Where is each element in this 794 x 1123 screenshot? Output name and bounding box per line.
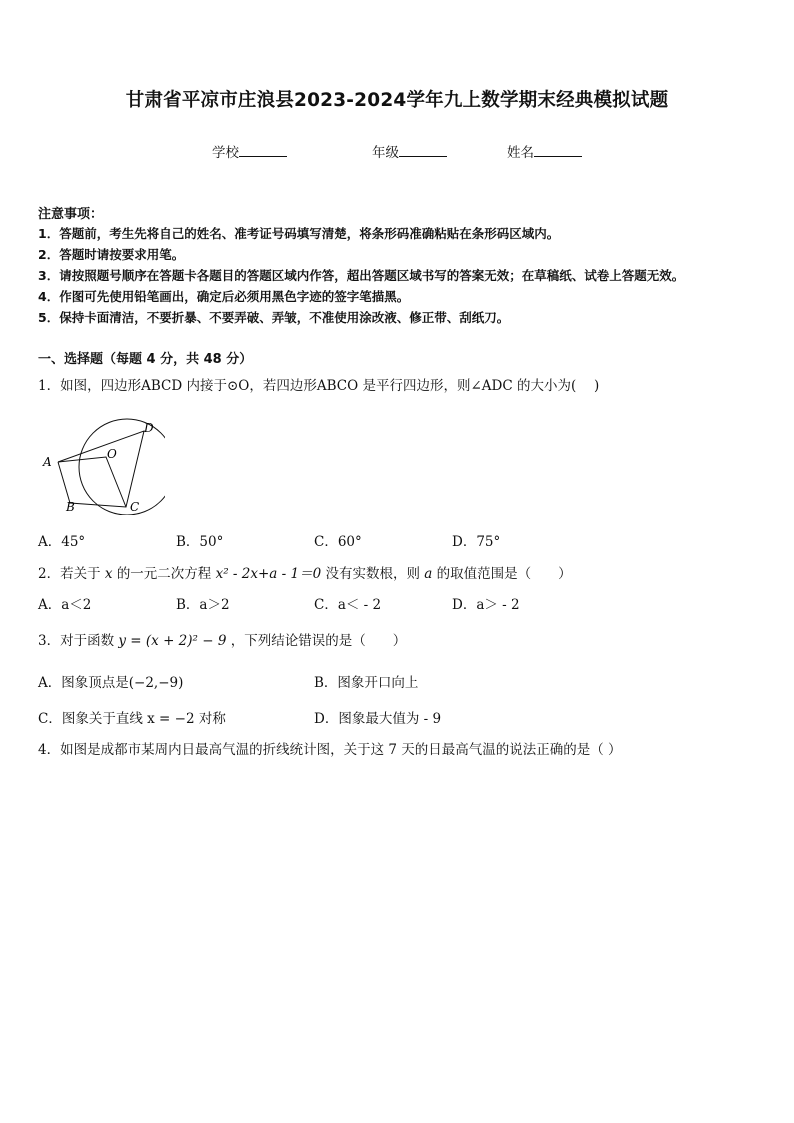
school-label: 学校 [212, 145, 239, 161]
question-1-option-a[interactable]: A．45° [38, 534, 86, 550]
school-field [212, 141, 287, 161]
question-2-suffix: 的取值范围是（ ） [436, 566, 572, 582]
question-2-option-d[interactable]: D．a＞ - 2 [452, 597, 520, 613]
question-1-option-c[interactable]: C．60° [314, 534, 362, 550]
question-3-option-b[interactable]: B．图象开口向上 [314, 675, 419, 691]
question-3-function: y = (x + 2)² − 9 [118, 633, 227, 649]
grade-label: 年级 [372, 145, 399, 161]
school-blank [239, 144, 287, 157]
question-2-option-b[interactable]: B．a＞2 [176, 597, 230, 613]
section-heading: 一、选择题（每题 4 分，共 48 分） [38, 352, 253, 367]
note-item: 3．请按照题号顺序在答题卡各题目的答题区域内作答，超出答题区域书写的答案无效；在草稿纸、试卷上答题无效。 [38, 268, 685, 283]
question-2-prefix: 2．若关于 [38, 566, 101, 582]
question-2-mid: 的一元二次方程 [116, 566, 212, 582]
circle-quadrilateral-figure [40, 415, 165, 515]
question-1-option-d[interactable]: D．75° [452, 534, 501, 550]
note-item: 4．作图可先使用铅笔画出，确定后必须用黑色字迹的签字笔描黑。 [38, 289, 410, 304]
name-blank [534, 144, 582, 157]
question-2-equation: x² - 2x+a - 1＝0 [215, 566, 322, 582]
question-1-stem: 1．如图，四边形ABCD 内接于⊙O，若四边形ABCO 是平行四边形，则∠ADC 的大小为( ) [38, 378, 600, 394]
question-3-option-a[interactable]: A．图象顶点是(−2,−9) [38, 675, 184, 691]
question-3-stem [38, 629, 406, 649]
question-2-stem [38, 562, 572, 582]
note-item: 5．保持卡面清洁，不要折暴、不要弄破、弄皱，不准使用涂改液、修正带、刮纸刀。 [38, 310, 510, 325]
note-item: 1．答题前，考生先将自己的姓名、准考证号码填写清楚，将条形码准确粘贴在条形码区域内。 [38, 226, 560, 241]
label-b: B [66, 500, 75, 514]
label-d: D [144, 421, 154, 435]
question-3-option-c[interactable]: C．图象关于直线 x = −2 对称 [38, 711, 226, 727]
question-2-var-a: a [424, 566, 433, 582]
question-2-option-a[interactable]: A．a＜2 [38, 597, 92, 613]
question-3-option-d[interactable]: D．图象最大值为 - 9 [314, 711, 442, 727]
notes-heading: 注意事项： [38, 207, 104, 222]
grade-field [372, 141, 447, 161]
question-2-option-c[interactable]: C．a＜ - 2 [314, 597, 382, 613]
question-2-var-x: x [104, 566, 113, 582]
question-4-stem: 4．如图是成都市某周内日最高气温的折线统计图，关于这 7 天的日最高气温的说法正确的是（ ） [38, 742, 622, 758]
page-title: 甘肃省平凉市庄浪县2023-2024学年九上数学期末经典模拟试题 [125, 90, 669, 111]
question-3-suffix: ，下列结论错误的是（ ） [230, 633, 407, 649]
name-field [507, 141, 582, 161]
note-item: 2．答题时请按要求用笔。 [38, 247, 185, 262]
question-2-mid2: 没有实数根，则 [325, 566, 420, 582]
label-o: O [107, 447, 117, 461]
name-label: 姓名 [507, 145, 534, 161]
question-3-prefix: 3．对于函数 [38, 633, 115, 649]
label-a: A [43, 455, 52, 469]
question-1-option-b[interactable]: B．50° [176, 534, 224, 550]
grade-blank [399, 144, 447, 157]
label-c: C [130, 500, 140, 514]
quadrilateral-abcd [58, 431, 144, 507]
